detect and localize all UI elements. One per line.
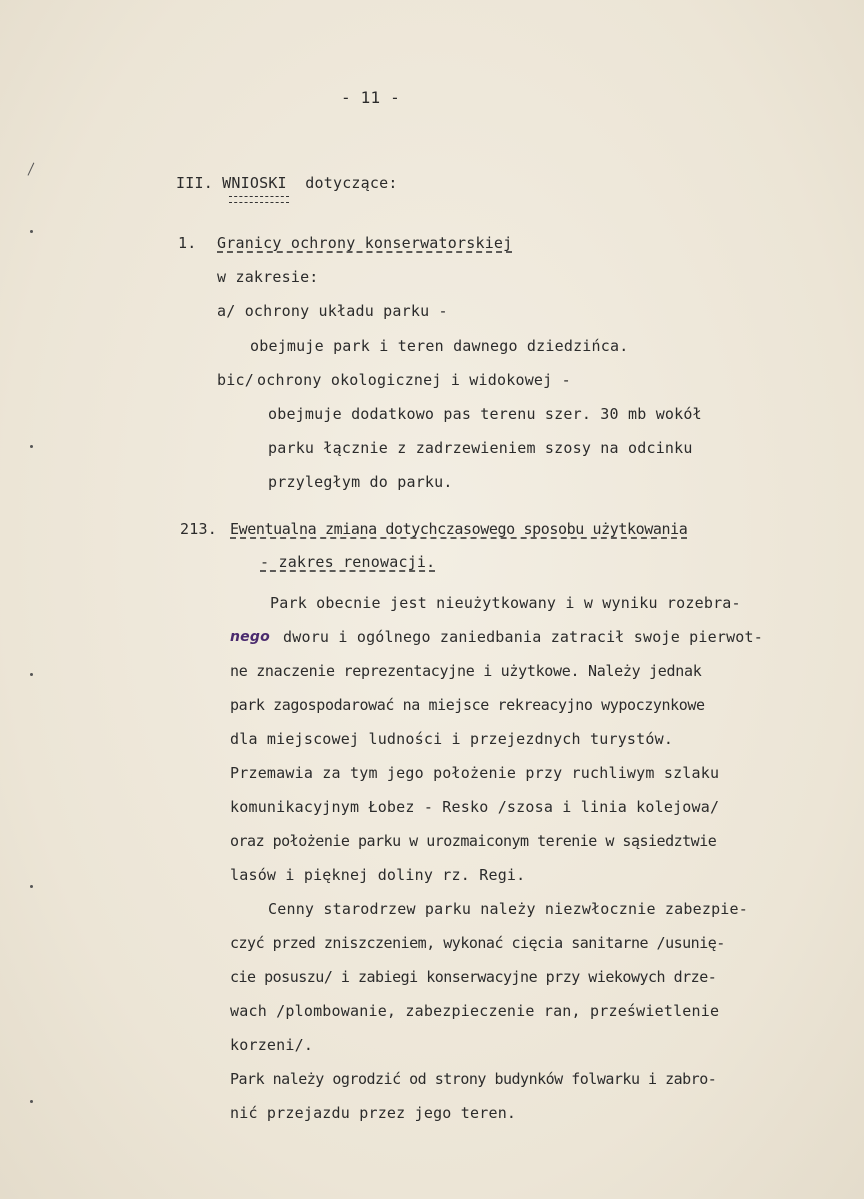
section-roman: III. [176,174,213,192]
item1-number: 1. [178,234,197,252]
p3-line2: nić przejazdu przez jego teren. [230,1104,517,1122]
p1-line1: Park obecnie jest nieużytkowany i w wyniku rozebra- [270,594,741,612]
margin-dot [30,673,33,676]
margin-mark [28,163,43,180]
p1-line4: park zagospodarować na miejsce rekreacyjno wypoczynkowe [230,696,705,714]
item2-number: 213. [180,520,217,538]
margin-dot [30,445,33,448]
double-underline [229,196,289,203]
handwritten-correction: nego [230,629,270,645]
margin-dot [30,885,33,888]
p3-line1: Park należy ogrodzić od strony budynków folwarku i zabro- [230,1070,717,1088]
p2-line1: Cenny starodrzew parku należy niezwłocznie zabezpie- [268,900,748,918]
item1-bc-line4: przyległym do parku. [268,473,453,491]
page-number: - 11 - [341,88,400,107]
p2-line4: wach /plombowanie, zabezpieczenie ran, prześwietlenie [230,1002,720,1020]
p1-line2: dworu i ogólnego zaniedbania zatracił swoje pierwot- [283,628,763,646]
p1-line9: lasów i pięknej doliny rz. Regi. [230,866,526,884]
item2-title-line1: Ewentualna zmiana dotychczasowego sposobu użytkowania [230,520,688,538]
margin-dot [30,230,33,233]
p2-line5: korzeni/. [230,1036,314,1054]
item1-bc-line3: parku łącznie z zadrzewieniem szosy na odcinku [268,439,693,457]
p2-line3: cie posuszu/ i zabiegi konserwacyjne przy wiekowych drze- [230,968,717,986]
p1-line3: ne znaczenie reprezentacyjne i użytkowe. Należy jednak [230,662,702,680]
item1-a-line1: a/ ochrony układu parku - [217,302,448,320]
margin-dot [30,1100,33,1103]
item1-title: Granicy ochrony konserwatorskiej [217,234,513,252]
section-heading [176,174,398,192]
p1-line8: oraz położenie parku w urozmaiconym terenie w sąsiedztwie [230,832,717,850]
item1-intro: w zakresie: [217,268,319,286]
p1-line7: komunikacyjnym Łobez - Resko /szosa i linia kolejowa/ [230,798,720,816]
section-title-rest: dotyczące: [305,174,398,192]
item1-bc-label: bic/ [217,371,254,389]
p1-line6: Przemawia za tym jego położenie przy ruchliwym szlaku [230,764,720,782]
p1-line5: dla miejscowej ludności i przejezdnych turystów. [230,730,674,748]
p2-line2: czyć przed zniszczeniem, wykonać cięcia sanitarne /usunię- [230,934,725,952]
item2-title-line2: - zakres renowacji. [260,553,436,571]
item1-bc-line1: ochrony okologicznej i widokowej - [257,371,571,389]
section-title: WNIOSKI [222,174,287,192]
item1-a-line2: obejmuje park i teren dawnego dziedzińca. [250,337,629,355]
item1-bc-line2: obejmuje dodatkowo pas terenu szer. 30 mb wokół [268,405,702,423]
